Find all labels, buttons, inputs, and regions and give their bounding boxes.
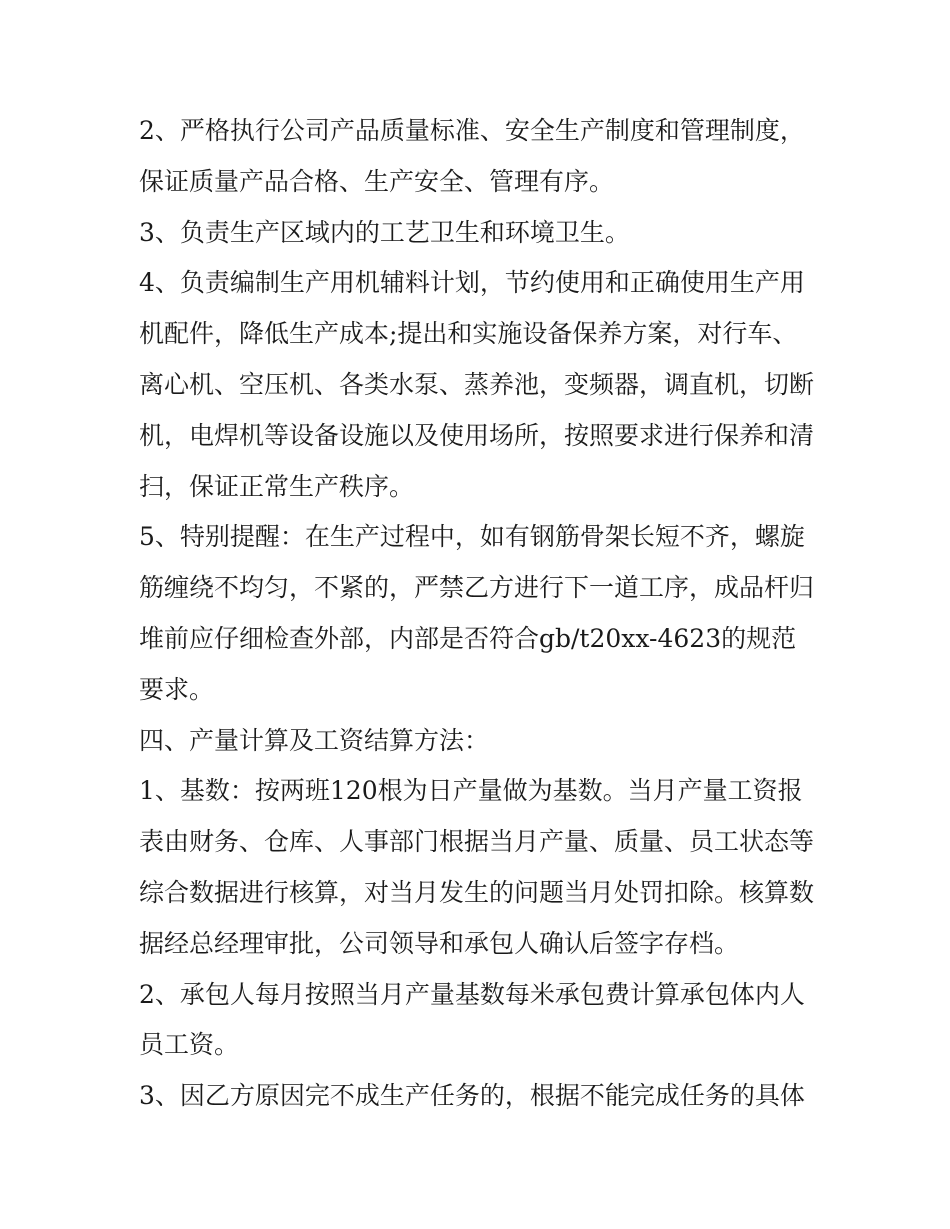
paragraph-equipment-maintenance: 4、负责编制生产用机辅料计划，节约使用和正确使用生产用机配件，降低生产成本;提出和实施设备保养方案，对行车、离心机、空压机、各类水泵、蒸养池，变频器，调直机，切断机，电焊机等设备设施以及使用场所，按照要求进行保养和清扫，保证正常生产秩序。	[139, 268, 815, 501]
paragraph-base-quantity: 1、基数：按两班120根为日产量做为基数。当月产量工资报表由财务、仓库、人事部门根据当月产量、质量、员工状态等综合数据进行核算，对当月发生的问题当月处罚扣除。核算数据经总经理审批，公司领导和承包人确认后签字存档。	[139, 776, 815, 958]
section-heading-output-wages: 四、产量计算及工资结算方法：	[139, 725, 490, 755]
paragraph-incomplete-tasks: 3、因乙方原因完不成生产任务的，根据不能完成任务的具体	[139, 1081, 805, 1111]
document-body	[139, 106, 819, 1122]
paragraph-contractor-wages: 2、承包人每月按照当月产量基数每米承包费计算承包体内人员工资。	[139, 979, 805, 1060]
paragraph-quality-standards: 2、严格执行公司产品质量标准、安全生产制度和管理制度，保证质量产品合格、生产安全、管理有序。	[139, 116, 805, 196]
paragraph-special-reminder: 5、特别提醒：在生产过程中，如有钢筋骨架长短不齐，螺旋筋缠绕不均匀，不紧的，严禁乙方进行下一道工序，成品杆归堆前应仔细检查外部，内部是否符合gb/t20xx-4623的规范要求。	[139, 522, 815, 704]
paragraph-hygiene: 3、负责生产区域内的工艺卫生和环境卫生。	[139, 217, 630, 247]
